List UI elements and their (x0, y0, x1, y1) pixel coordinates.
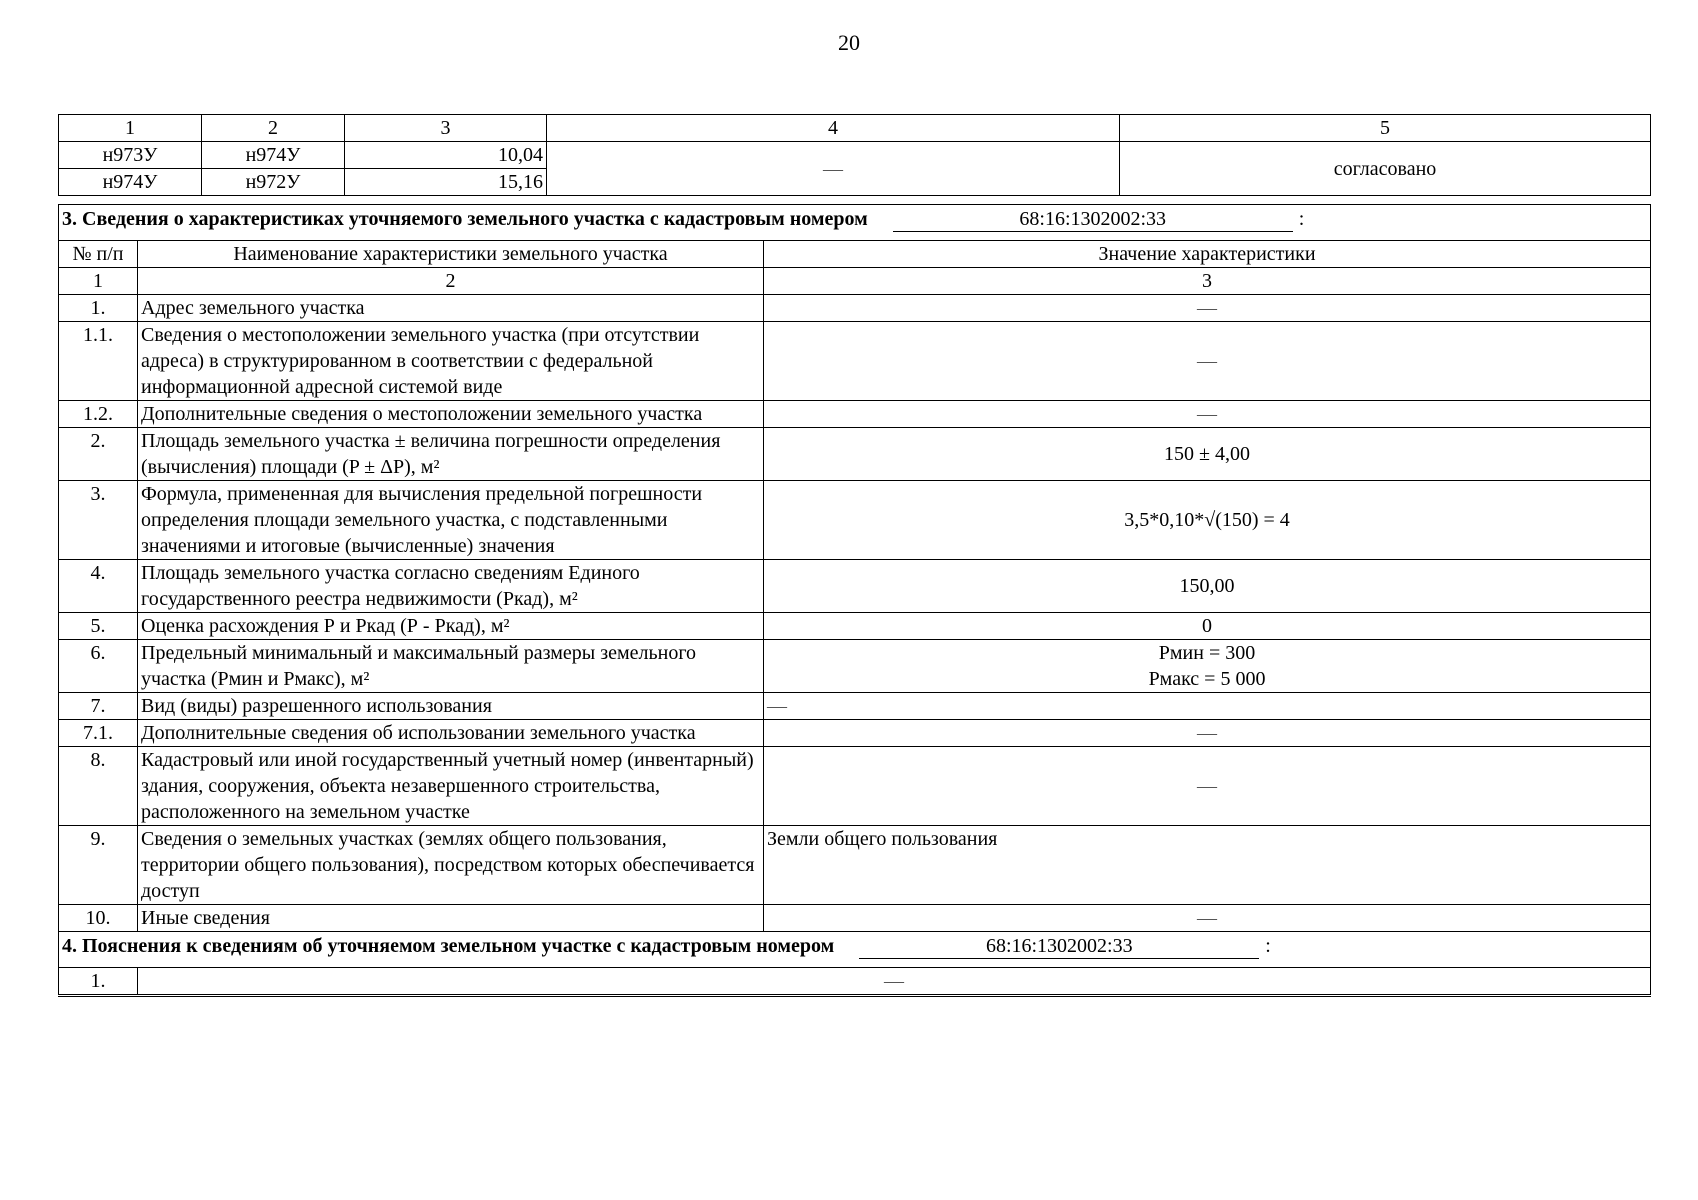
table-row (59, 826, 1651, 905)
table-row (59, 481, 1651, 560)
column-header: 3 (345, 115, 547, 142)
row-value: 150,00 (764, 560, 1651, 613)
row-name: Предельный минимальный и максимальный размеры земельного участка (Рмин и Рмакс), м² (138, 640, 764, 693)
characteristics-table (58, 204, 1651, 997)
row-value: 3,5*0,10*√(150) = 4 (764, 481, 1651, 560)
row-name: Адрес земельного участка (138, 295, 764, 322)
table-row (59, 747, 1651, 826)
column-header: 4 (547, 115, 1120, 142)
row-value: — (764, 401, 1651, 428)
table-header-row (59, 115, 1651, 142)
row-num: 6. (59, 640, 138, 693)
row-num: 1.1. (59, 322, 138, 401)
segment-length: 10,04 (345, 142, 547, 169)
header-num: № п/п (59, 241, 138, 268)
segment-length: 15,16 (345, 169, 547, 196)
section4-title (59, 932, 1651, 968)
table-row (59, 428, 1651, 481)
row-num: 1.2. (59, 401, 138, 428)
table-row (59, 560, 1651, 613)
row-value: 150 ± 4,00 (764, 428, 1651, 481)
approval-status: согласовано (1120, 142, 1651, 196)
row-name: Формула, примененная для вычисления предельной погрешности определения площади земельного участка, с подставленными значениями и итоговые (вычисленные) значения (138, 481, 764, 560)
row-name: Кадастровый или иной государственный учетный номер (инвентарный) здания, сооружения, объекта незавершенного строительства, расположенного на земельном участке (138, 747, 764, 826)
row-num: 8. (59, 747, 138, 826)
row-name: Вид (виды) разрешенного использования (138, 693, 764, 720)
section3-title-row (59, 205, 1651, 241)
boundary-table (58, 114, 1651, 196)
section3-cadastral-number: 68:16:1302002:33 (893, 207, 1293, 232)
section4-title-text: 4. Пояснения к сведениям об уточняемом земельном участке с кадастровым номером (62, 935, 835, 957)
section3-title-text: 3. Сведения о характеристиках уточняемого земельного участка с кадастровым номером (62, 208, 868, 230)
section3-colon: : (1298, 208, 1305, 230)
row-value: — (138, 968, 1651, 996)
column-header: 2 (202, 115, 345, 142)
row-num: 1. (59, 968, 138, 996)
row-num: 3. (59, 481, 138, 560)
row-num: 7. (59, 693, 138, 720)
table-row (59, 720, 1651, 747)
max-size-value: Рмакс = 5 000 (1148, 668, 1266, 690)
table-row (59, 613, 1651, 640)
row-value-min-max (764, 640, 1651, 693)
header-name: Наименование характеристики земельного участка (138, 241, 764, 268)
column-header: 5 (1120, 115, 1651, 142)
row-name: Сведения о местоположении земельного участка (при отсутствии адреса) в структурированном в соответствии с федеральной информационной адресной системой виде (138, 322, 764, 401)
table-row (59, 295, 1651, 322)
table-row (59, 640, 1651, 693)
row-num: 5. (59, 613, 138, 640)
index-cell: 1 (59, 268, 138, 295)
row-value: 0 (764, 613, 1651, 640)
section4-colon: : (1265, 935, 1271, 957)
table-row (59, 322, 1651, 401)
row-value: — (764, 322, 1651, 401)
header-value: Значение характеристики (764, 241, 1651, 268)
table-row (59, 968, 1651, 996)
section4-title-row (59, 932, 1651, 968)
min-size-value: Рмин = 300 (1158, 642, 1256, 664)
index-cell: 3 (764, 268, 1651, 295)
row-num: 4. (59, 560, 138, 613)
section4-cadastral-number: 68:16:1302002:33 (859, 934, 1259, 959)
index-cell: 2 (138, 268, 764, 295)
row-num: 7.1. (59, 720, 138, 747)
table-row (59, 693, 1651, 720)
col4-value: — (547, 142, 1120, 196)
row-value: — (764, 747, 1651, 826)
point-from: н974У (59, 169, 202, 196)
row-value: — (764, 693, 1651, 720)
row-name: Иные сведения (138, 905, 764, 932)
row-value: — (764, 905, 1651, 932)
table-header-row (59, 241, 1651, 268)
point-to: н974У (202, 142, 345, 169)
row-num: 10. (59, 905, 138, 932)
point-from: н973У (59, 142, 202, 169)
table-index-row (59, 268, 1651, 295)
row-name: Дополнительные сведения о местоположении земельного участка (138, 401, 764, 428)
row-num: 9. (59, 826, 138, 905)
section3-title (59, 205, 1651, 241)
row-value: — (764, 295, 1651, 322)
column-header: 1 (59, 115, 202, 142)
table-row (59, 905, 1651, 932)
row-value: Земли общего пользования (764, 826, 1651, 905)
row-name: Площадь земельного участка согласно сведениям Единого государственного реестра недвижимости (Ркад), м² (138, 560, 764, 613)
row-num: 2. (59, 428, 138, 481)
table-row (59, 142, 1651, 169)
row-value: — (764, 720, 1651, 747)
row-name: Дополнительные сведения об использовании земельного участка (138, 720, 764, 747)
row-name: Оценка расхождения Р и Ркад (Р - Ркад), м² (138, 613, 764, 640)
point-to: н972У (202, 169, 345, 196)
row-name: Площадь земельного участка ± величина погрешности определения (вычисления) площади (P ± ΔP), м² (138, 428, 764, 481)
table-row (59, 401, 1651, 428)
row-name: Сведения о земельных участках (землях общего пользования, территории общего пользования), посредством которых обеспечивается доступ (138, 826, 764, 905)
row-num: 1. (59, 295, 138, 322)
page-number: 20 (838, 30, 860, 55)
